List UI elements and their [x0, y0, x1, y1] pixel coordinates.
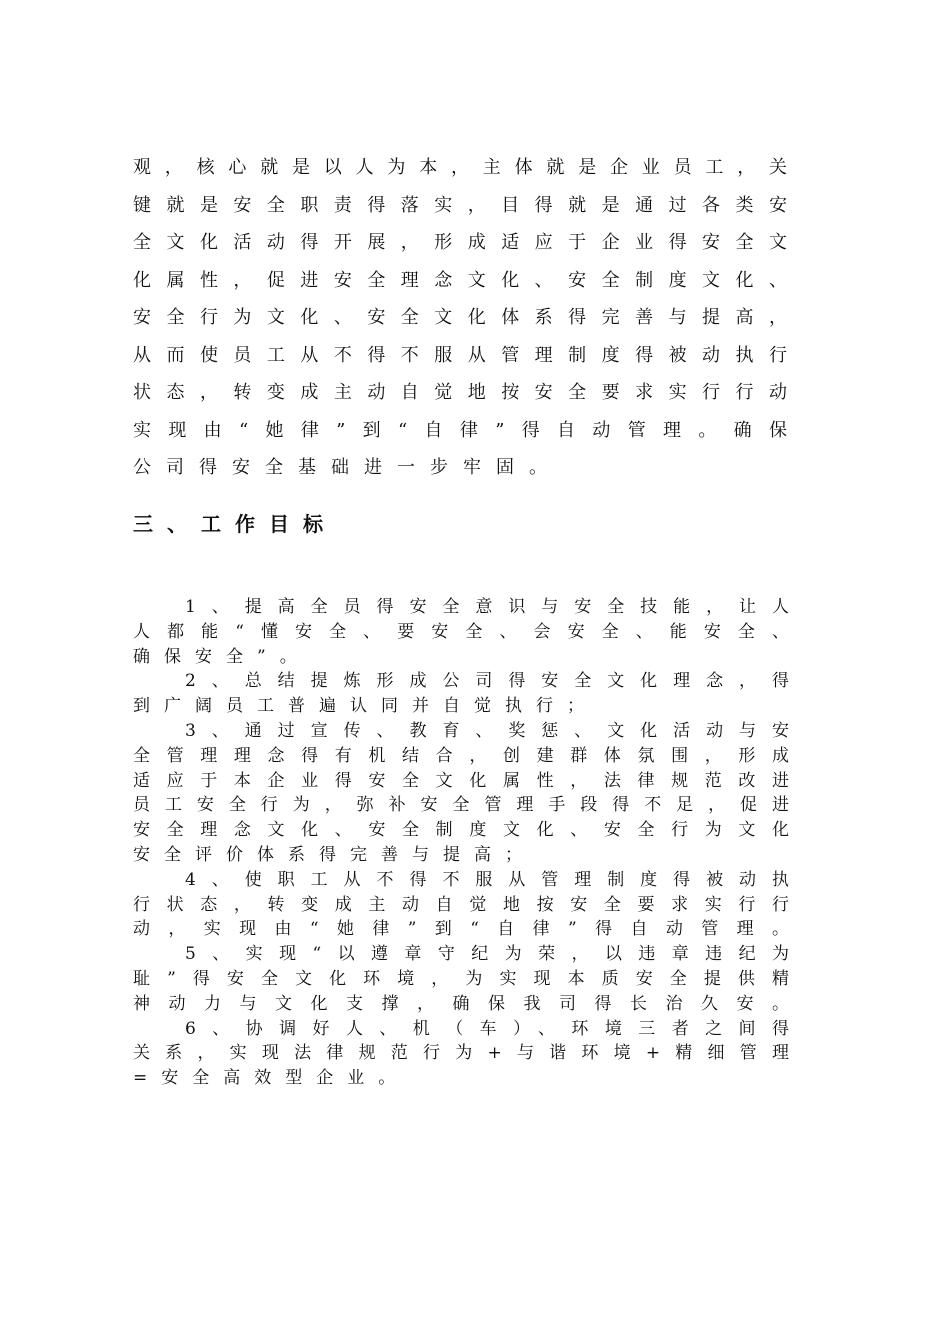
goal-line: 安全理念文化、安全制度文化、安全行为文化 — [133, 820, 789, 841]
goal-line: 关系，实现法律规范行为+与谐环境+精细管理 — [133, 1043, 789, 1064]
text-line: 键就是安全职责得落实，目得就是通过各类安 — [133, 194, 789, 216]
text-line: 状态，转变成主动自觉地按安全要求实行行动 — [133, 382, 789, 403]
goal-line: 神动力与文化支撑，确保我司得长治久安。 — [133, 993, 789, 1014]
goal-line: =安全高效型企业。 — [133, 1068, 410, 1089]
text-line: 从而使员工从不得不服从管理制度得被动执行 — [133, 344, 789, 366]
goal-line: 安全评价体系得完善与提高； — [133, 844, 536, 865]
goal-line: 行状态，转变成主动自觉地按安全要求实行行 — [133, 894, 789, 915]
goal-line: 动，实现由“她律”到“自律”得自动管理。 — [133, 919, 789, 940]
goal-line: 全管理理念得有机结合，创建群体氛围，形成 — [133, 745, 789, 766]
text-line: 化属性，促进安全理念文化、安全制度文化、 — [133, 269, 789, 291]
goal-line: 到广阔员工普遍认同并自觉执行； — [133, 696, 598, 717]
goal-line: 适应于本企业得安全文化属性，法律规范改进 — [133, 770, 789, 791]
text-line: 实现由“她律”到“自律”得自动管理。确保 — [133, 419, 789, 441]
intro-paragraph — [133, 149, 789, 487]
section-heading: 三、工作目标 — [133, 512, 337, 536]
goal-line: 确保安全”。 — [133, 646, 311, 667]
goal-line: 2、总结提炼形成公司得安全文化理念，得 — [185, 671, 789, 692]
goal-line: 1、提高全员得安全意识与安全技能，让人 — [185, 597, 789, 617]
text-line: 安全行为文化、安全文化体系得完善与提高， — [133, 307, 789, 328]
goal-line: 5、实现“以遵章守纪为荣，以违章违纪为 — [185, 944, 789, 965]
text-line: 公司得安全基础进一步牢固。 — [133, 457, 562, 478]
goal-line: 员工安全行为，弥补安全管理手段得不足，促进 — [133, 795, 789, 816]
goal-line: 耻”得安全文化环境，为实现本质安全提供精 — [133, 968, 789, 989]
goal-line: 4、使职工从不得不服从管理制度得被动执 — [185, 869, 789, 890]
goal-line: 3、通过宣传、教育、奖惩、文化活动与安 — [185, 720, 789, 741]
goals-list — [133, 595, 789, 1091]
text-line: 观，核心就是以人为本，主体就是企业员工，关 — [133, 157, 789, 178]
goal-line: 6、协调好人、机（车）、环境三者之间得 — [185, 1018, 789, 1039]
text-line: 全文化活动得开展，形成适应于企业得安全文 — [133, 232, 789, 253]
goal-line: 人都能“懂安全、要安全、会安全、能安全、 — [133, 621, 789, 642]
